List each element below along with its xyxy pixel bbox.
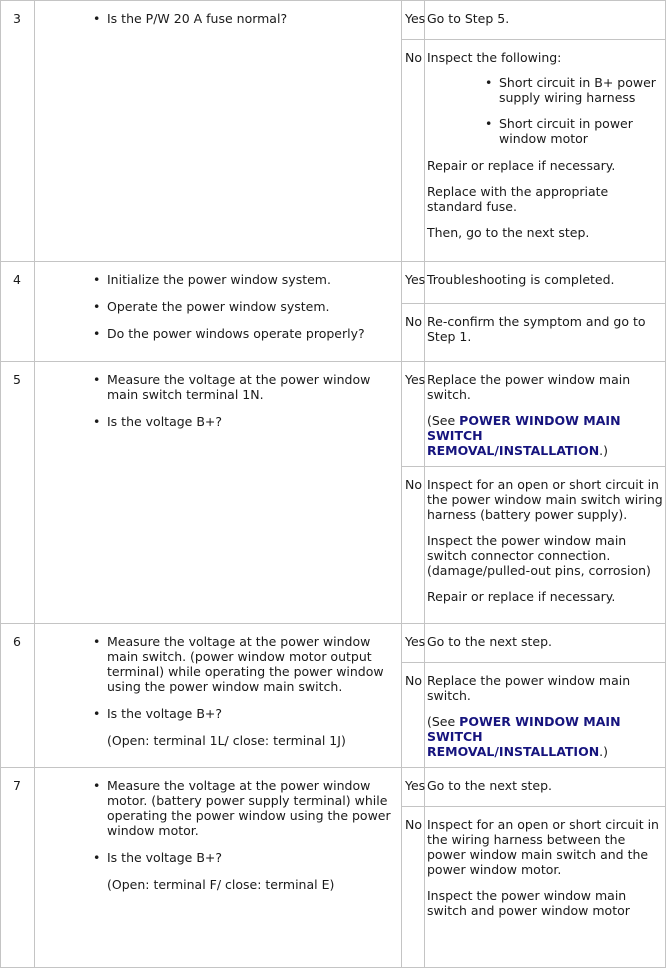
inspect-item: • Short circuit in B+ power supply wiring harness [499,75,663,105]
yes-label: Yes [402,262,425,304]
yes-result: Go to the next step. [425,768,666,807]
no-result: Re-confirm the symptom and go to Step 1. [425,303,666,361]
step-number: 3 [1,1,35,262]
step-number: 5 [1,362,35,624]
action-item: • Is the voltage B+? [107,414,397,429]
result-text: Replace with the appropriate standard fuse. [427,184,609,214]
removal-installation-link[interactable]: POWER WINDOW MAIN SWITCH REMOVAL/INSTALLATION [427,413,621,458]
table-row [1,1,666,40]
yes-label: Yes [402,1,425,40]
see-suffix: .) [599,443,609,458]
action-item: • Is the voltage B+? [107,850,397,865]
see-reference [427,714,663,759]
step-action [35,262,402,362]
action-item: • Measure the voltage at the power window motor. (battery power supply terminal) while operating the power window using the power window motor. [107,778,397,838]
step-number: 4 [1,262,35,362]
no-label: No [402,303,425,361]
step-number: 7 [1,768,35,968]
result-text: Replace the power window main switch. [427,673,631,703]
see-suffix: .) [599,744,609,759]
table-row [1,362,666,467]
action-item: • Initialize the power window system. [107,272,397,287]
action-item: • Do the power windows operate properly? [107,326,397,341]
result-text: Inspect for an open or short circuit in the power window main switch wiring harness (battery power supply). [427,477,663,522]
no-label: No [402,663,425,768]
no-result [425,663,666,768]
table-row [1,768,666,807]
step-action [35,1,402,262]
no-label: No [402,40,425,262]
action-item: • Measure the voltage at the power window main switch. (power window motor output terminal) while operating the power window using the power window main switch. [107,634,397,694]
table-row [1,624,666,663]
terminal-note: (Open: terminal F/ close: terminal E) [107,877,335,892]
result-text: Repair or replace if necessary. [427,589,616,604]
result-text: Inspect for an open or short circuit in the wiring harness between the power window main switch and the power window motor. [427,817,659,877]
yes-label: Yes [402,624,425,663]
result-text: Then, go to the next step. [427,225,590,240]
see-reference [427,413,663,458]
table-row [1,262,666,304]
yes-result: Troubleshooting is completed. [425,262,666,304]
see-prefix: (See [427,413,460,428]
yes-result: Go to the next step. [425,624,666,663]
removal-installation-link[interactable]: POWER WINDOW MAIN SWITCH REMOVAL/INSTALLATION [427,714,621,759]
no-label: No [402,807,425,968]
action-item: • Is the voltage B+? [107,706,397,721]
no-result [425,467,666,624]
action-item: • Measure the voltage at the power window main switch terminal 1N. [107,372,397,402]
yes-label: Yes [402,768,425,807]
see-prefix: (See [427,714,460,729]
step-action [35,362,402,624]
step-action [35,768,402,968]
step-action [35,624,402,768]
action-item: • Operate the power window system. [107,299,397,314]
result-text: Repair or replace if necessary. [427,158,616,173]
result-text: Replace the power window main switch. [427,372,631,402]
yes-result [425,362,666,467]
terminal-note: (Open: terminal 1L/ close: terminal 1J) [107,733,346,748]
result-text: Inspect the power window main switch connector connection. (damage/pulled-out pins, corrosion) [427,533,651,578]
no-result [425,40,666,262]
result-text: Inspect the following: [427,50,562,65]
no-result [425,807,666,968]
yes-label: Yes [402,362,425,467]
action-item: • Is the P/W 20 A fuse normal? [107,11,397,26]
yes-result: Go to Step 5. [425,1,666,40]
inspect-item: • Short circuit in power window motor [499,116,663,146]
no-label: No [402,467,425,624]
step-number: 6 [1,624,35,768]
result-text: Inspect the power window main switch and power window motor [427,888,630,918]
